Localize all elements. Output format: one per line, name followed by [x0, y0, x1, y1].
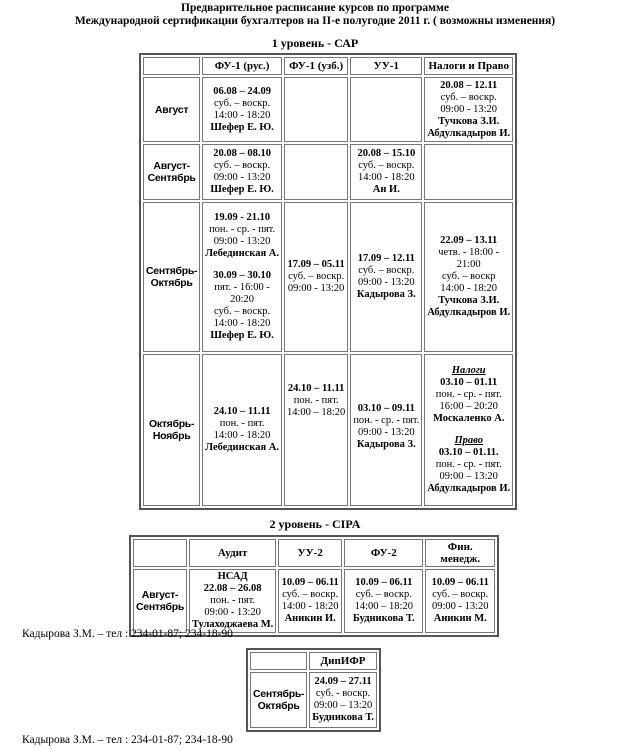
col-header: ФУ-1 (узб.): [284, 57, 348, 75]
dates: 03.10 – 09.11: [357, 403, 415, 414]
time: 09:00 – 13:20: [439, 471, 498, 482]
time: 14:00 - 18:20: [358, 172, 415, 183]
table-header-row: [143, 57, 513, 75]
time: 16:00 – 20:20: [439, 401, 498, 412]
dipifr-table: [246, 648, 381, 732]
teacher: Аникин М.: [433, 613, 487, 624]
dates: 06.08 – 24.09: [213, 85, 271, 97]
level2-table: [129, 535, 499, 637]
time: 09:00 – 13:20: [313, 700, 373, 711]
table-row: [143, 202, 513, 352]
teacher: Абдулкадыров И.: [427, 307, 511, 318]
time: 09:00 - 13:20: [440, 103, 498, 115]
teacher: Будникова Т.: [352, 613, 415, 624]
schedule-cell: [425, 569, 495, 633]
col-header: Налоги и Право: [424, 57, 513, 75]
teacher: Шефер Е. Ю.: [210, 184, 274, 195]
days: суб. – воскр.: [214, 97, 271, 109]
dates: 10.09 – 06.11: [431, 577, 489, 588]
time: 09:00 - 13:20: [287, 283, 345, 294]
empty-cell: [350, 77, 422, 142]
col-header: ФУ-2: [344, 539, 423, 567]
level2-title: 2 уровень - CIPA: [269, 517, 361, 531]
row-period: Сентябрь- Октябрь: [250, 672, 307, 728]
teacher: Шефер Е. Ю.: [210, 121, 274, 133]
days: суб. – воскр.: [440, 91, 497, 103]
days: суб. – воскр.: [288, 271, 345, 282]
schedule-cell: [278, 569, 342, 633]
time: 09:00 - 13:20: [358, 427, 415, 438]
title-line-2: Международной сертификации бухгалтеров на II-е полугодие 2011 г. ( возможны изменения): [74, 15, 556, 27]
dates: 24.09 – 27.11: [314, 676, 372, 687]
table-row: [143, 354, 513, 506]
schedule-cell: [344, 569, 423, 633]
days: пон. - ср. - пят.: [435, 389, 502, 400]
corner-cell: [250, 652, 307, 670]
days: суб. – воскр.: [214, 160, 271, 171]
schedule-cell: [350, 354, 422, 506]
days: пон. - ср. - пят.: [209, 224, 276, 235]
empty-cell: [424, 144, 513, 200]
corner-cell: [133, 539, 187, 567]
time: 14:00 - 18:20: [213, 430, 271, 441]
days: пон. - ср. - пят.: [353, 415, 420, 426]
col-header: УУ-2: [278, 539, 342, 567]
level1-title: 1 уровень - САР: [271, 36, 359, 50]
days: суб. - воскр.: [315, 688, 371, 699]
table-row: [133, 569, 495, 633]
days: пон. - ср. - пят.: [435, 459, 502, 470]
days: суб. – воскр.: [214, 306, 271, 317]
days: суб. – воскр.: [355, 589, 412, 600]
schedule-cell: [202, 144, 282, 200]
col-header: ФУ-1 (рус.): [202, 57, 282, 75]
teacher: Москаленко А.: [432, 413, 505, 424]
level1-table: [139, 53, 517, 510]
subject-label: Право: [454, 435, 483, 446]
days: пон. - пят.: [293, 395, 339, 406]
time: 09:00 - 13:20: [431, 601, 489, 612]
dates: 22.09 – 13.11: [440, 235, 498, 246]
days: четв. - 18:00 -: [438, 247, 500, 258]
time: 14:00 - 18:20: [281, 601, 339, 612]
schedule-cell: [424, 202, 513, 352]
teacher: Тулаходжаева М.: [191, 619, 274, 630]
empty-cell: [284, 144, 348, 200]
time: 14:00 - 18:20: [440, 283, 498, 294]
col-header: Фин. менедж.: [425, 539, 495, 567]
col-header: Аудит: [189, 539, 276, 567]
table-header-row: [250, 652, 377, 670]
schedule-cell: [189, 569, 276, 633]
teacher: Тучкова З.И.: [438, 115, 500, 127]
schedule-cell: [309, 672, 377, 728]
teacher: Лебединская А.: [205, 248, 279, 259]
contact-line: Кадырова З.М. – тел : 234-01-87; 234-18-90: [22, 734, 233, 746]
teacher: Ан И.: [372, 184, 400, 195]
time: 09:00 - 13:20: [213, 236, 271, 247]
subject-label: НСАД: [217, 571, 248, 582]
schedule-cell: [284, 354, 348, 506]
time: 09:00 - 13:20: [204, 607, 261, 618]
table-row: [143, 144, 513, 200]
teacher: Абдулкадыров И.: [427, 127, 511, 139]
teacher: Будникова Т.: [312, 712, 374, 723]
schedule-cell: [202, 202, 282, 352]
dates: 20.08 – 12.11: [440, 79, 498, 91]
days: суб. – воскр.: [358, 265, 415, 276]
teacher: Кадырова З.: [356, 289, 416, 300]
dates: 20.08 – 08.10: [213, 148, 271, 159]
dates: 03.10 – 01.11.: [438, 447, 499, 458]
col-header: ДипИФР: [309, 652, 377, 670]
teacher: Абдулкадыров И.: [427, 483, 511, 494]
row-period: Октябрь- Ноябрь: [143, 354, 200, 506]
days: суб. – воскр.: [282, 589, 339, 600]
time: 14:00 - 18:20: [213, 318, 271, 329]
document-title: [0, 2, 630, 28]
teacher: Кадырова З.: [356, 439, 416, 450]
teacher: Лебединская А.: [205, 442, 279, 453]
row-period: Август- Сентябрь: [133, 569, 187, 633]
time: 14:00 – 18:20: [354, 601, 413, 612]
schedule-cell: [424, 77, 513, 142]
time: 21:00: [456, 259, 481, 270]
time: 14:00 – 18:20: [286, 407, 346, 418]
contact-line: Кадырова З.М. – тел : 234-01-87; 234-18-90: [22, 628, 233, 640]
days: суб. – воскр.: [432, 589, 489, 600]
row-period: Август: [143, 77, 200, 142]
table-row: [143, 77, 513, 142]
dates: 19.09 - 21.10: [214, 212, 271, 223]
dates: 24.10 – 11.11: [213, 406, 271, 417]
time: 09:00 - 13:20: [358, 277, 415, 288]
schedule-cell: [202, 77, 282, 142]
row-period: Август- Сентябрь: [143, 144, 200, 200]
time: 14:00 - 18:20: [213, 109, 271, 121]
schedule-cell: [350, 144, 422, 200]
dates: 03.10 – 01.11: [440, 377, 498, 388]
days: пон. - пят.: [219, 418, 265, 429]
dates: 24.10 – 11.11: [287, 383, 345, 394]
time: 20:20: [230, 294, 255, 305]
dates: 20.08 – 15.10: [357, 148, 416, 159]
time: 09:00 - 13:20: [213, 172, 271, 183]
subject-label: Налоги: [451, 365, 486, 376]
table-row: [250, 672, 377, 728]
days: пон. - пят.: [210, 595, 256, 606]
days: пят. - 16:00 -: [214, 282, 270, 293]
dates: 10.09 – 06.11: [281, 577, 339, 588]
schedule-cell: [350, 202, 422, 352]
schedule-cell: [424, 354, 513, 506]
corner-cell: [143, 57, 200, 75]
empty-cell: [284, 77, 348, 142]
dates: 17.09 – 05.11: [287, 259, 345, 270]
teacher: Тучкова З.И.: [438, 295, 500, 306]
dates: 30.09 – 30.10: [213, 270, 271, 281]
teacher: Аникин И.: [284, 613, 336, 624]
schedule-cell: [284, 202, 348, 352]
schedule-cell: [202, 354, 282, 506]
teacher: Шефер Е. Ю.: [210, 330, 274, 341]
dates: 17.09 – 12.11: [357, 253, 415, 264]
table-header-row: [133, 539, 495, 567]
row-period: Сентябрь- Октябрь: [143, 202, 200, 352]
title-line-1: Предварительное расписание курсов по программе: [181, 2, 449, 14]
col-header: УУ-1: [350, 57, 422, 75]
days: суб. – воскр.: [358, 160, 415, 171]
days: суб. – воскр: [441, 271, 496, 282]
dates: 10.09 – 06.11: [355, 577, 413, 588]
dates: 22.08 – 26.08: [203, 583, 262, 594]
